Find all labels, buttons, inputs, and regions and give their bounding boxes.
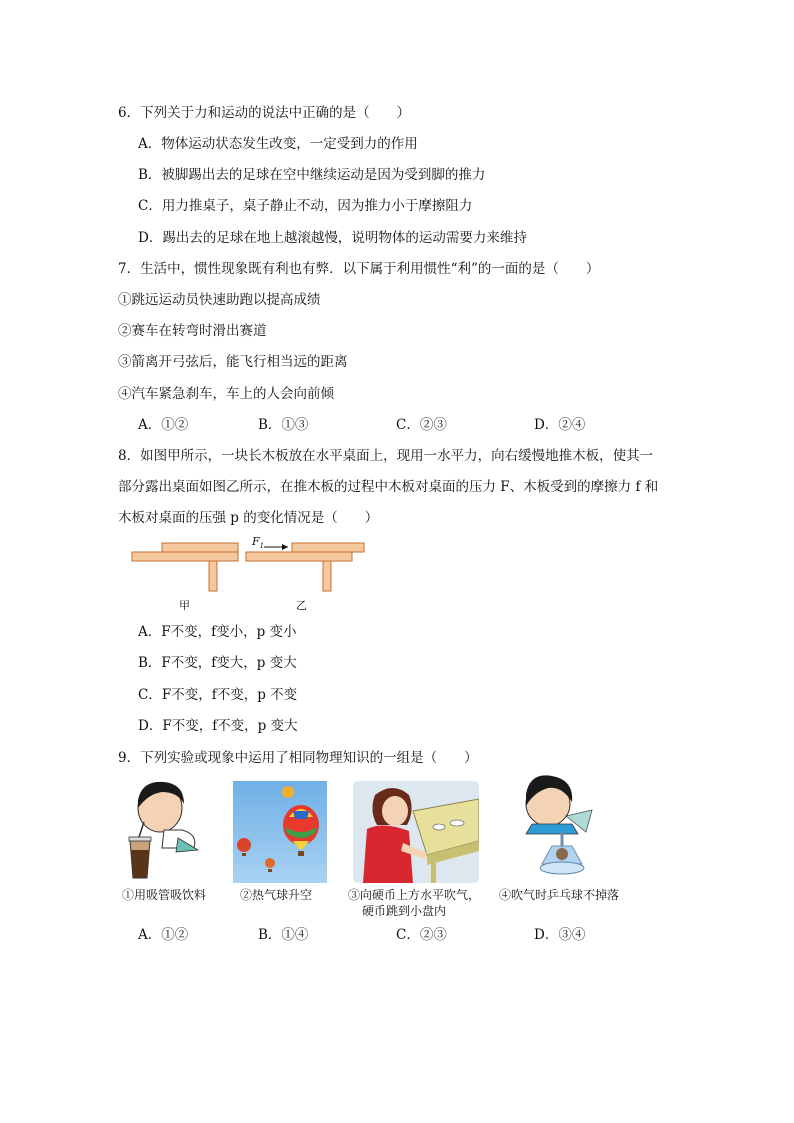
q7-choices — [138, 415, 658, 435]
boy-blowing-funnel-image — [512, 772, 598, 882]
q8-option-d[interactable]: D．F不变，f不变，p 变大 — [138, 718, 298, 734]
force-arrowhead — [282, 544, 288, 550]
table-top-jia — [132, 552, 238, 561]
q9-choices — [138, 925, 658, 945]
q7-item-2: ②赛车在转弯时滑出赛道 — [118, 323, 267, 339]
q8-stem-line1: 8．如图甲所示，一块长木板放在水平桌面上，现用一水平力，向右缓慢地推木板，使其一 — [118, 448, 654, 464]
q9-caption-4: ④吹气时乒乓球不掉落 — [499, 888, 620, 902]
q8-figure — [128, 534, 378, 614]
q9-choice-a[interactable]: A．①② — [138, 927, 189, 943]
q9-choice-b[interactable]: B．①④ — [258, 927, 309, 943]
q9-choice-c[interactable]: C．②③ — [396, 927, 447, 943]
q6-option-b[interactable]: B．被脚踢出去的足球在空中继续运动是因为受到脚的推力 — [138, 167, 486, 183]
q7-choice-d[interactable]: D．②④ — [534, 417, 586, 433]
q7-stem: 7．生活中，惯性现象既有利也有弊．以下属于利用惯性“利”的一面的是（ ） — [118, 261, 600, 277]
q8-option-b[interactable]: B．F不变，f变大，p 变大 — [138, 655, 297, 671]
q9-caption-3: ③向硬币上方水平吹气， — [348, 888, 481, 902]
q6-stem: 6．下列关于力和运动的说法中正确的是（ ） — [118, 105, 411, 121]
girl-blowing-coin-image — [353, 781, 479, 883]
q9-caption-2: ②热气球升空 — [240, 888, 313, 902]
q7-item-3: ③箭离开弓弦后，能飞行相当远的距离 — [118, 354, 348, 370]
q6-option-c[interactable]: C．用力推桌子，桌子静止不动，因为推力小于摩擦阻力 — [138, 198, 473, 214]
q9-caption-1: ①用吸管吸饮料 — [122, 888, 207, 902]
boy-drinking-straw-image — [122, 778, 206, 882]
q8-stem-line2: 部分露出桌面如图乙所示，在推木板的过程中木板对桌面的压力 F、木板受到的摩擦力 f 和 — [118, 479, 659, 495]
table-top-yi — [246, 552, 352, 561]
table-leg-yi — [323, 561, 331, 591]
q7-choice-a[interactable]: A．①② — [138, 417, 189, 433]
q6-option-d[interactable]: D．踢出去的足球在地上越滚越慢，说明物体的运动需要力来维持 — [138, 230, 527, 246]
q9-choice-d[interactable]: D．③④ — [534, 927, 586, 943]
q9-stem: 9．下列实验或现象中运用了相同物理知识的一组是（ ） — [118, 750, 478, 766]
table-leg-jia — [209, 561, 217, 591]
q9-caption-3-line2: 硬币跳到小盘内 — [362, 904, 447, 918]
force-label: $F_1$ — [252, 535, 265, 550]
q8-option-c[interactable]: C．F不变，f不变，p 不变 — [138, 687, 298, 703]
label-yi: 乙 — [296, 599, 307, 612]
q6-option-a[interactable]: A．物体运动状态发生改变，一定受到力的作用 — [138, 136, 418, 152]
hot-air-balloon-image — [233, 781, 327, 883]
q8-stem-line3: 木板对桌面的压强 p 的变化情况是（ ） — [118, 510, 379, 526]
q7-item-4: ④汽车紧急刹车，车上的人会向前倾 — [118, 386, 334, 402]
q7-item-1: ①跳远运动员快速助跑以提高成绩 — [118, 292, 321, 308]
board-yi — [292, 543, 364, 552]
label-jia: 甲 — [179, 599, 190, 612]
q7-choice-c[interactable]: C．②③ — [396, 417, 447, 433]
board-jia — [162, 543, 238, 552]
q8-option-a[interactable]: A．F不变，f变小，p 变小 — [138, 624, 297, 640]
q7-choice-b[interactable]: B．①③ — [258, 417, 309, 433]
